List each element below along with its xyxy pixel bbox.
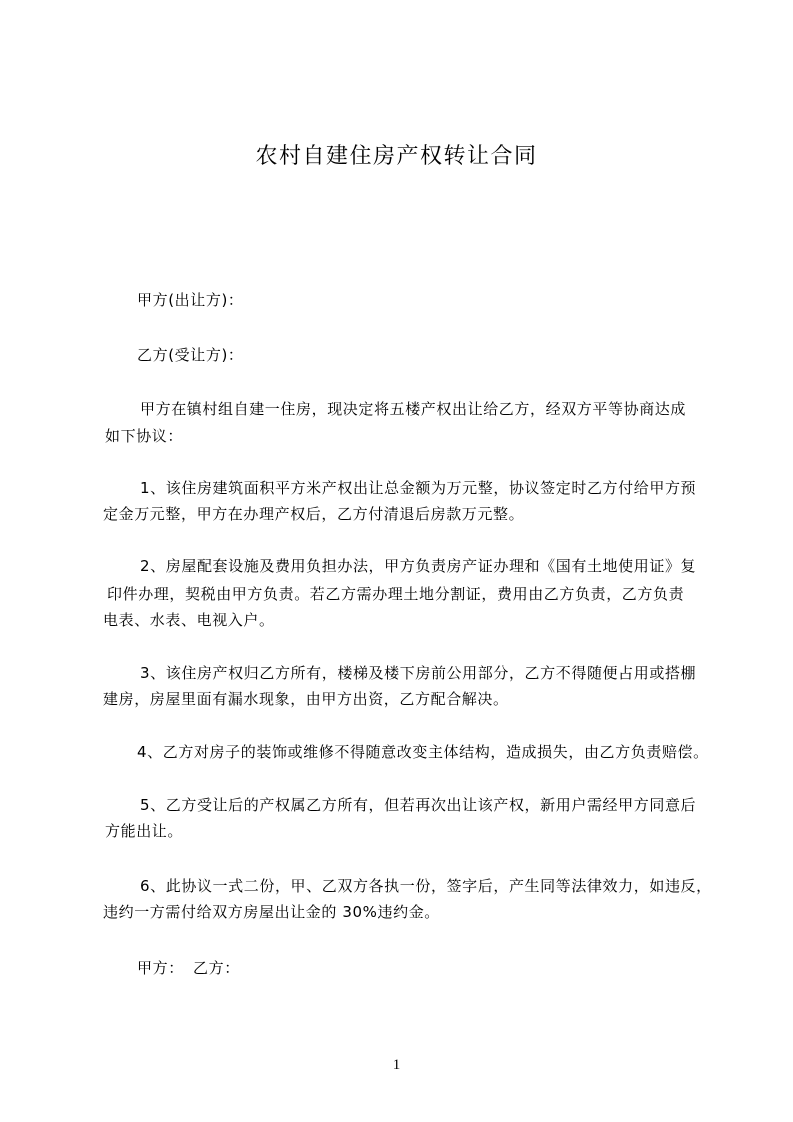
page-number: 1 [392,1057,401,1073]
party-a-label: 甲方(出让方)： [137,291,244,309]
clause-5-line-2: 方能出让。 [105,822,184,840]
clause-6-line-1: 6、此协议一式二份，甲、乙双方各执一份，签字后，产生同等法律效力，如违反， [140,877,712,895]
intro-line-2: 如下协议： [105,427,184,445]
clause-1-line-2: 定金万元整，甲方在办理产权后，乙方付清退后房款万元整。 [103,505,525,523]
clause-6-line-2: 违约一方需付给双方房屋出让金的 30%违约金。 [103,903,440,921]
signature-party-a: 甲方： [137,959,184,977]
clause-2-line-3: 电表、水表、电视入户。 [103,611,275,629]
document-title: 农村自建住房产权转让合同 [255,144,538,169]
clause-3-line-1: 3、该住房产权归乙方所有，楼梯及楼下房前公用部分，乙方不得随便占用或搭棚 [140,664,697,682]
clause-2-line-1: 2、房屋配套设施及费用负担办法，甲方负责房产证办理和《国有土地使用证》复 [140,557,697,575]
clause-3-line-2: 建房，房屋里面有漏水现象，由甲方出资，乙方配合解决。 [103,690,509,708]
clause-2-line-2: 印件办理，契税由甲方负责。若乙方需办理土地分割证，费用由乙方负责，乙方负责 [107,585,685,603]
clause-5-line-1: 5、乙方受让后的产权属乙方所有，但若再次出让该产权，新用户需经甲方同意后 [140,796,697,814]
signature-party-b: 乙方： [193,959,240,977]
party-b-label: 乙方(受让方)： [137,346,244,364]
clause-1-line-1: 1、该住房建筑面积平方米产权出让总金额为万元整，协议签定时乙方付给甲方预 [140,479,697,497]
clause-4-line-1: 4、乙方对房子的装饰或维修不得随意改变主体结构，造成损失，由乙方负责赔偿。 [137,743,709,761]
intro-line-1: 甲方在镇村组自建一住房，现决定将五楼产权出让给乙方，经双方平等协商达成 [140,400,687,418]
